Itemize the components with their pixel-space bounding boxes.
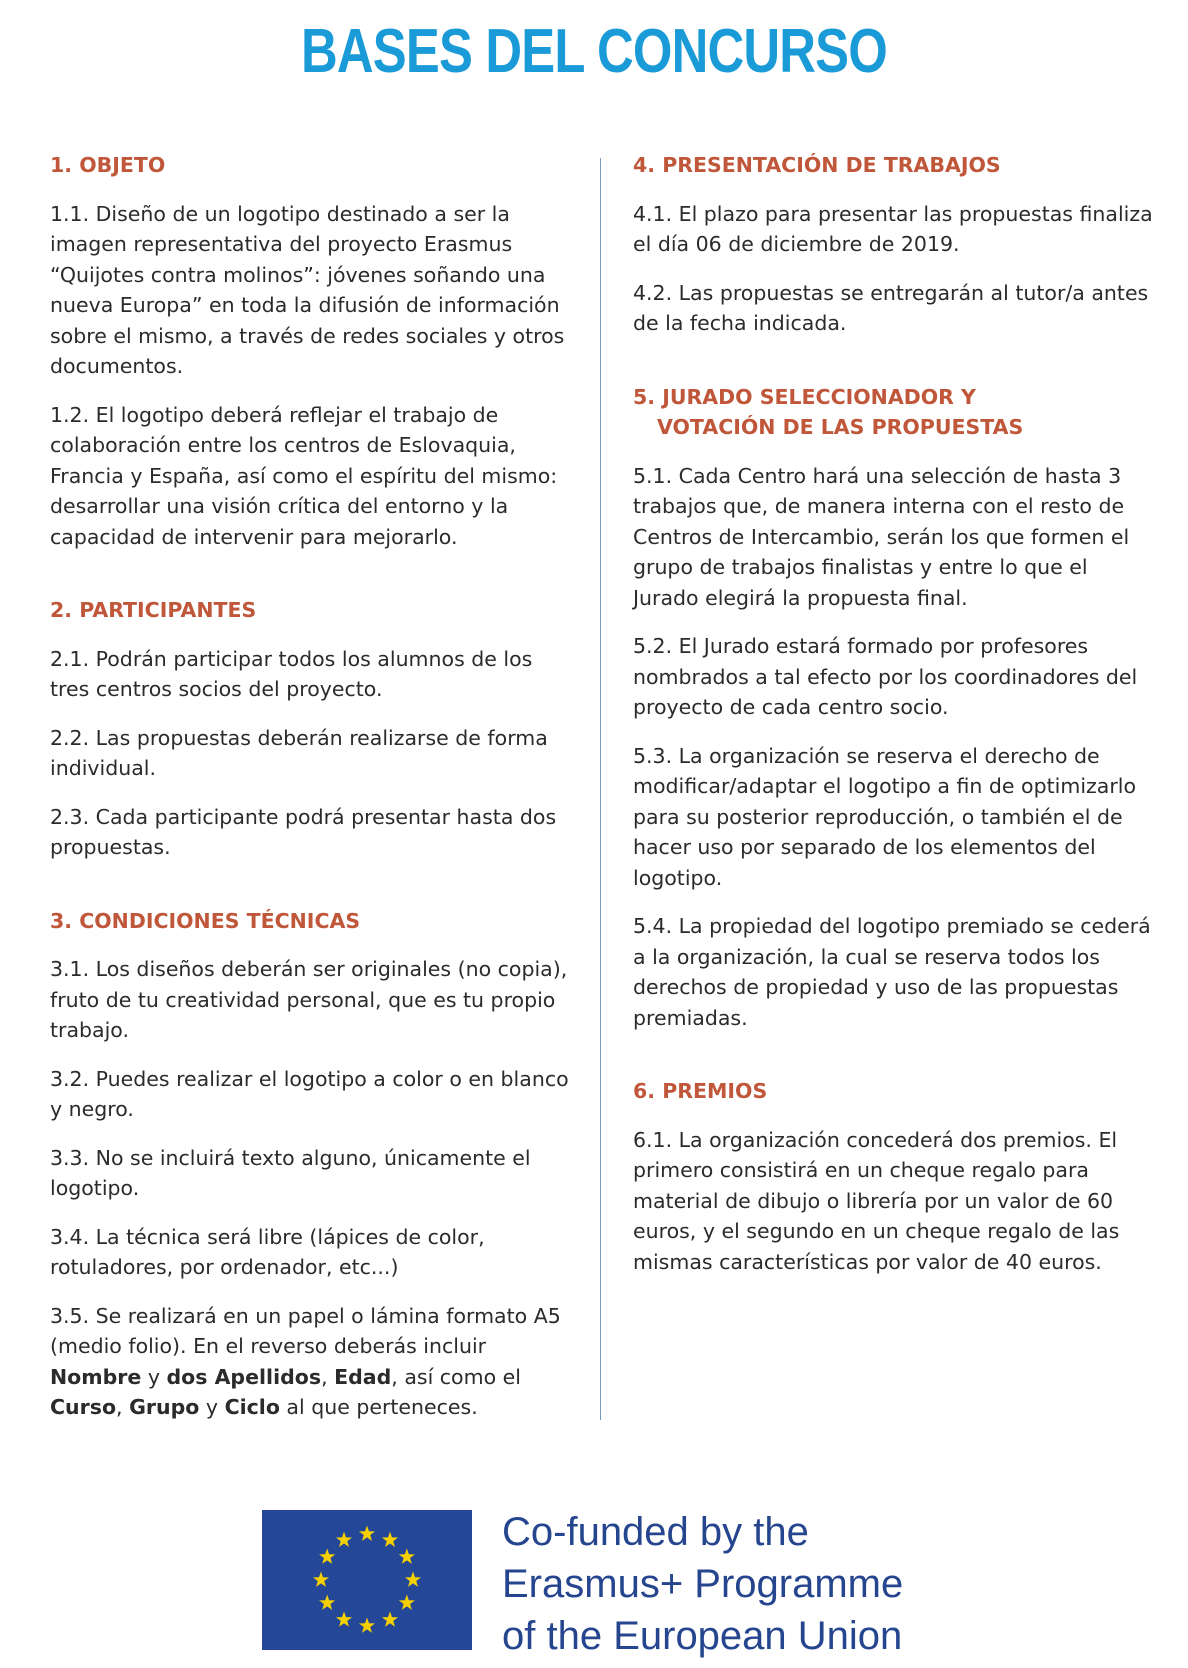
paragraph: 4.1. El plazo para presentar las propuestas finaliza el día 06 de diciembre de 2019. (633, 201, 1153, 256)
text-run: y (199, 1395, 225, 1419)
paragraph: 6.1. La organización concederá dos premios. El primero consistirá en un cheque regalo para material de dibujo o librería por un valor de 60 euros, y el segundo en un cheque regalo de las mismas características por valor de 40 euros. (633, 1127, 1120, 1274)
paragraph: 4.2. Las propuestas se entregarán al tutor/a antes de la fecha indicada. (633, 280, 1149, 335)
section-heading: 3. CONDICIONES TÉCNICAS (50, 908, 361, 933)
section-premios (633, 1076, 1158, 1277)
bold-text: dos Apellidos (166, 1364, 322, 1389)
star-icon (336, 1532, 352, 1547)
section-presentacion (633, 150, 1158, 339)
eu-stars-icon (262, 1510, 472, 1650)
section-heading: 2. PARTICIPANTES (50, 598, 257, 622)
section-heading (633, 382, 1158, 443)
eu-flag-icon (262, 1510, 472, 1650)
star-icon (382, 1532, 398, 1547)
eu-text-line: Co-funded by the (502, 1510, 809, 1554)
page-title: BASES DEL CONCURSO (301, 17, 887, 86)
section-objeto (50, 150, 570, 552)
text-run: , (321, 1364, 335, 1389)
section-condiciones-tecnicas (50, 906, 570, 1423)
paragraph: 3.2. Puedes realizar el logotipo a color o en blanco y negro. (50, 1066, 569, 1121)
paragraph: 3.3. No se incluirá texto alguno, únicamente el logotipo. (50, 1145, 531, 1200)
right-column (633, 150, 1158, 1320)
eu-funding-footer (262, 1510, 952, 1658)
star-icon (405, 1572, 421, 1587)
heading-line: VOTACIÓN DE LAS PROPUESTAS (657, 415, 1024, 439)
bold-text: Ciclo (224, 1395, 280, 1419)
star-icon (359, 1618, 375, 1633)
section-heading: 1. OBJETO (50, 153, 166, 177)
bold-text: Curso (50, 1395, 117, 1419)
paragraph: 5.3. La organización se reserva el derecho de modificar/adaptar el logotipo a fin de optimizarlo para su posterior reproducción, o también el de hacer uso por separado de los elementos del logotipo. (633, 743, 1137, 890)
star-icon (399, 1595, 415, 1610)
paragraph: 5.1. Cada Centro hará una selección de hasta 3 trabajos que, de manera interna con el resto de Centros de Intercambio, serán los que formen el grupo de trabajos finalistas y entre lo que el Jurado elegirá la propuesta final. (633, 463, 1130, 610)
star-icon (382, 1611, 398, 1626)
left-column (50, 150, 570, 1466)
text-run: , (116, 1395, 130, 1419)
text-run: y (141, 1364, 167, 1389)
paragraph: 3.4. La técnica será libre (lápices de color, rotuladores, por ordenador, etc...) (50, 1224, 485, 1279)
section-heading: 6. PREMIOS (633, 1079, 768, 1103)
star-icon (336, 1611, 352, 1626)
paragraph: 5.4. La propiedad del logotipo premiado se cederá a la organización, la cual se reserva todos los derechos de propiedad y uso de las propuestas premiadas. (633, 914, 1151, 1030)
star-icon (399, 1549, 415, 1564)
paragraph (50, 1301, 570, 1423)
eu-text-line: of the European Union (502, 1614, 903, 1658)
star-icon (319, 1549, 335, 1564)
text-run: , así como el (391, 1364, 521, 1389)
paragraph: 2.1. Podrán participar todos los alumnos de los tres centros socios del proyecto. (50, 646, 533, 701)
star-icon (313, 1572, 329, 1587)
bold-text: Grupo (129, 1395, 200, 1419)
paragraph: 2.2. Las propuestas deberán realizarse de forma individual. (50, 725, 548, 780)
paragraph: 1.1. Diseño de un logotipo destinado a ser la imagen representativa del proyecto Erasmus “Quijotes contra molinos”: jóvenes soñando una nueva Europa” en toda la difusión de información sobre el mismo, a través de redes sociales y otros documentos. (50, 201, 565, 378)
star-icon (319, 1595, 335, 1610)
paragraph: 2.3. Cada participante podrá presentar hasta dos propuestas. (50, 804, 557, 859)
paragraph: 5.2. El Jurado estará formado por profesores nombrados a tal efecto por los coordinadores del proyecto de cada centro socio. (633, 634, 1138, 719)
column-divider (600, 158, 601, 1420)
bold-text: Nombre (50, 1364, 142, 1389)
paragraph: 3.1. Los diseños deberán ser originales (no copia), fruto de tu creatividad personal, que es tu propio trabajo. (50, 957, 568, 1042)
section-jurado (633, 382, 1158, 1034)
section-heading: 4. PRESENTACIÓN DE TRABAJOS (633, 153, 1001, 177)
star-icon (359, 1526, 375, 1541)
text-run: al que perteneces. (279, 1395, 478, 1419)
text-run: 3.5. Se realizará en un papel o lámina formato A5 (medio folio). En el reverso deberás incluir (50, 1303, 561, 1358)
bold-text: Edad (334, 1364, 392, 1389)
paragraph: 1.2. El logotipo deberá reflejar el trabajo de colaboración entre los centros de Eslovaquia, Francia y España, así como el espíritu del mismo: desarrollar una visión crítica del entorno y la capacidad de intervenir para mejorarlo. (50, 402, 558, 549)
eu-text-line: Erasmus+ Programme (502, 1562, 904, 1606)
heading-line: 5. JURADO SELECCIONADOR Y (633, 384, 976, 409)
section-participantes (50, 595, 570, 863)
eu-funding-text (502, 1506, 903, 1662)
